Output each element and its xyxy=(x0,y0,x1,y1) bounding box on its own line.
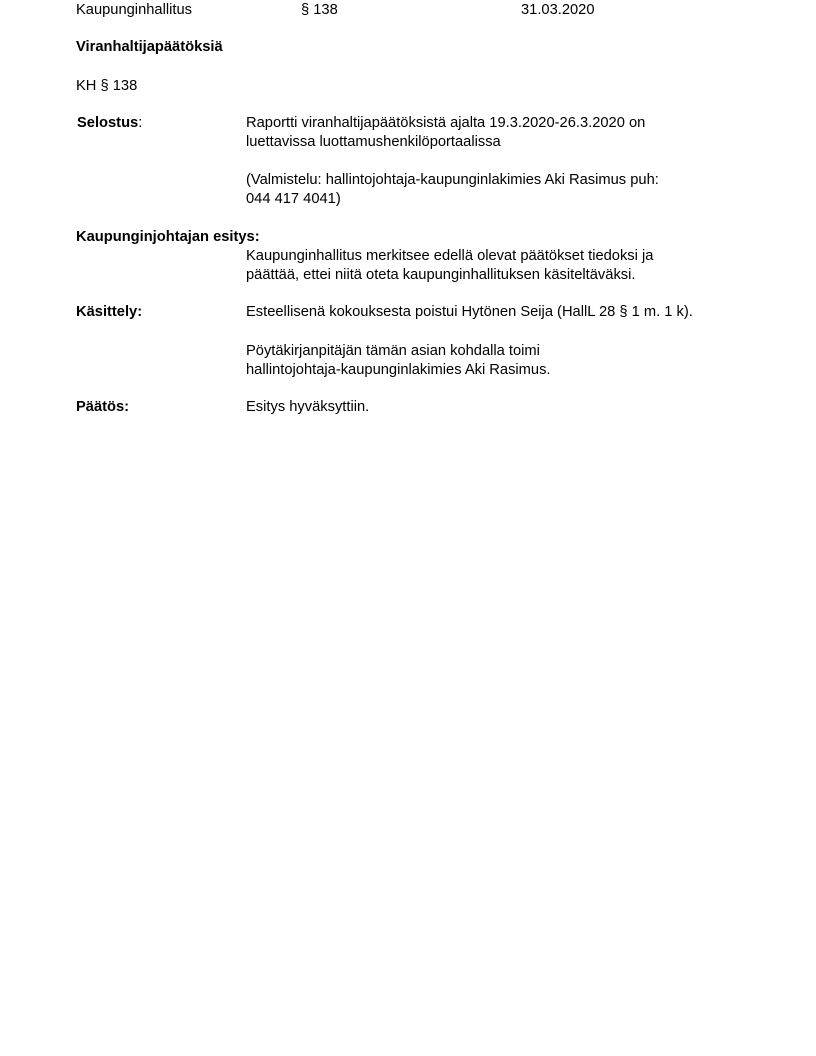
kasittely-secretary xyxy=(246,342,551,380)
selostus-label: Selostus: xyxy=(77,115,143,131)
selostus-preparer xyxy=(246,171,659,209)
selostus-line: luettavissa luottamushenkilöportaalissa xyxy=(246,134,501,150)
paatos-label: Päätös: xyxy=(76,399,130,415)
document-title: Viranhaltijapäätöksiä xyxy=(76,39,223,55)
preparer-line: 044 417 4041) xyxy=(246,191,341,207)
selostus-text xyxy=(246,114,645,152)
preparer-line: (Valmistelu: hallintojohtaja-kaupunginlakimies Aki Rasimus puh: xyxy=(246,172,659,188)
esitys-text xyxy=(246,247,653,285)
paatos-text: Esitys hyväksyttiin. xyxy=(246,399,370,415)
esitys-line: päättää, ettei niitä oteta kaupunginhallituksen käsiteltäväksi. xyxy=(246,267,636,283)
reference-number: KH § 138 xyxy=(76,78,138,94)
esitys-line: Kaupunginhallitus merkitsee edellä olevat päätökset tiedoksi ja xyxy=(246,248,654,264)
kasittely-label: Käsittely: xyxy=(76,304,143,320)
header-date: 31.03.2020 xyxy=(521,2,595,18)
esitys-label: Kaupunginjohtajan esitys: xyxy=(76,229,260,245)
kasittely-text xyxy=(246,303,693,322)
secretary-line: Pöytäkirjanpitäjän tämän asian kohdalla toimi xyxy=(246,343,540,359)
secretary-line: hallintojohtaja-kaupunginlakimies Aki Rasimus. xyxy=(246,362,551,378)
header-section-number: § 138 xyxy=(301,2,338,18)
kasittely-line: Esteellisenä kokouksesta poistui Hytönen Seija (HallL 28 § 1 m. 1 k). xyxy=(246,304,693,320)
header-organ: Kaupunginhallitus xyxy=(76,2,192,18)
selostus-line: Raportti viranhaltijapäätöksistä ajalta 19.3.2020-26.3.2020 on xyxy=(246,115,646,131)
